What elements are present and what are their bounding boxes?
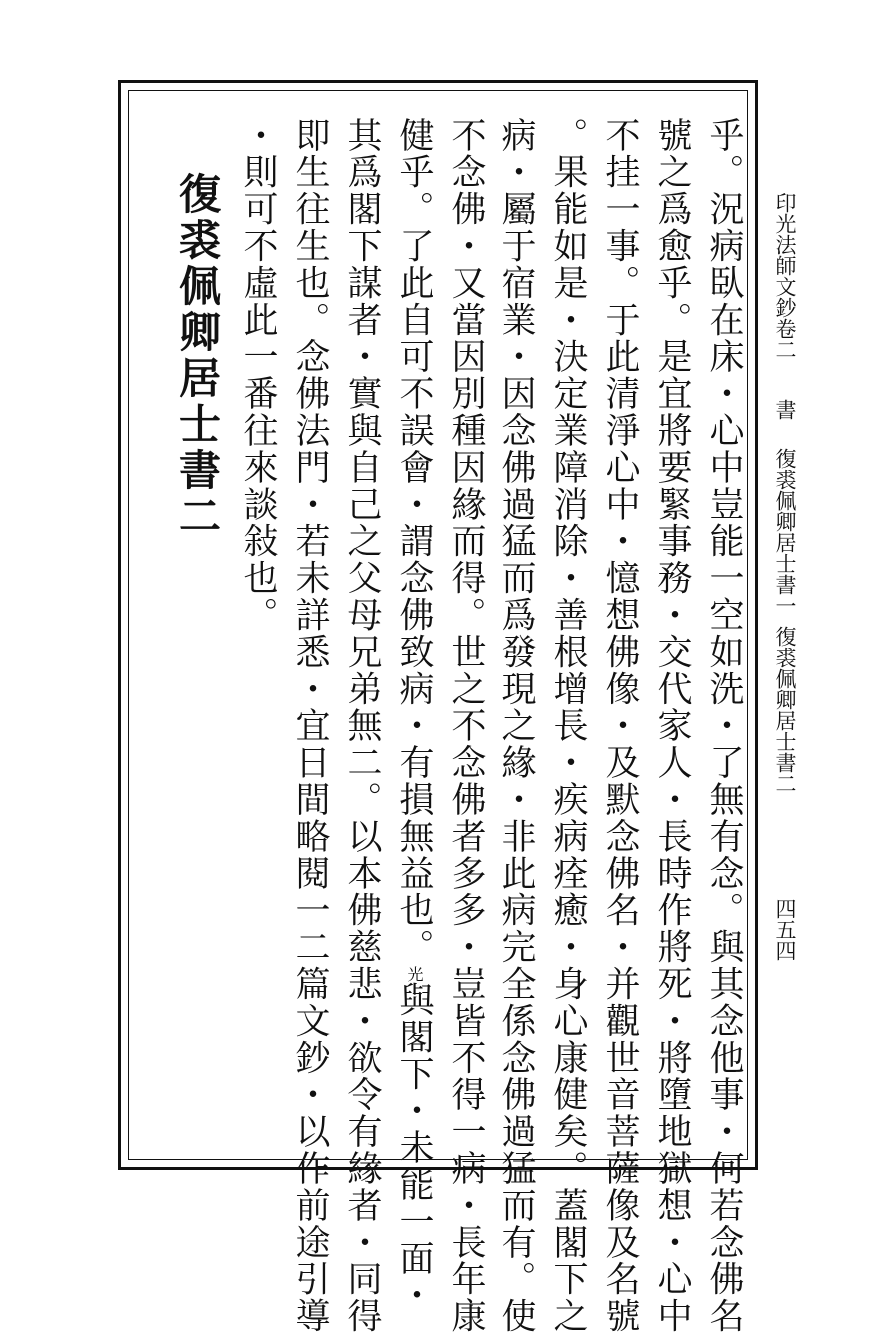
section-label: 書 (773, 399, 797, 420)
letter-title-1: 復裘佩卿居士書一 (773, 448, 797, 616)
text-column-9: 即生往生也。念佛法門・若未詳悉・宜日間略閱一二篇文鈔・以作前途引導 (290, 117, 330, 1335)
book-title: 印光法師文鈔卷二 (773, 192, 797, 360)
letter-heading: 復裘佩卿居士書二 (173, 172, 222, 540)
text-column-3: 不挂一事。于此清淨心中・憶想佛像・及默念佛名・并觀世音菩薩像及名號 (600, 117, 640, 1335)
text-column-10: ・則可不虛此一番往來談敍也。 (238, 117, 278, 634)
author-self-reference: 光 (405, 965, 424, 982)
text-column-5: 病・屬于宿業・因念佛過猛而爲發現之緣・非此病完全係念佛過猛而有。使 (496, 117, 536, 1335)
page-number: 四五四 (773, 898, 797, 961)
text-column-8: 其爲閣下謀者・實與自己之父母兄弟無二。以本佛慈悲・欲令有緣者・同得 (342, 117, 382, 1335)
text-column-6: 不念佛・又當因別種因緣而得。世之不念佛者多多・豈皆不得一病・長年康 (446, 117, 486, 1335)
letter-title-2: 復裘佩卿居士書二 (773, 626, 797, 794)
text-column-4: 。果能如是・決定業障消除・善根增長・疾病痊癒・身心康健矣。蓋閣下之 (548, 117, 588, 1335)
text-column-1: 乎。況病臥在床・心中豈能一空如洗・了無有念。與其念他事・何若念佛名 (704, 117, 744, 1335)
text-column-7 (394, 117, 434, 1314)
text-column-7-tail: 與閣下・未能一面・ (394, 981, 434, 1314)
text-column-2: 號之爲愈乎。是宜將要緊事務・交代家人・長時作將死・將墮地獄想・心中 (652, 117, 692, 1335)
text-column-7-main: 健乎。了此自可不誤會・謂念佛致病・有損無益也。 (394, 117, 434, 966)
